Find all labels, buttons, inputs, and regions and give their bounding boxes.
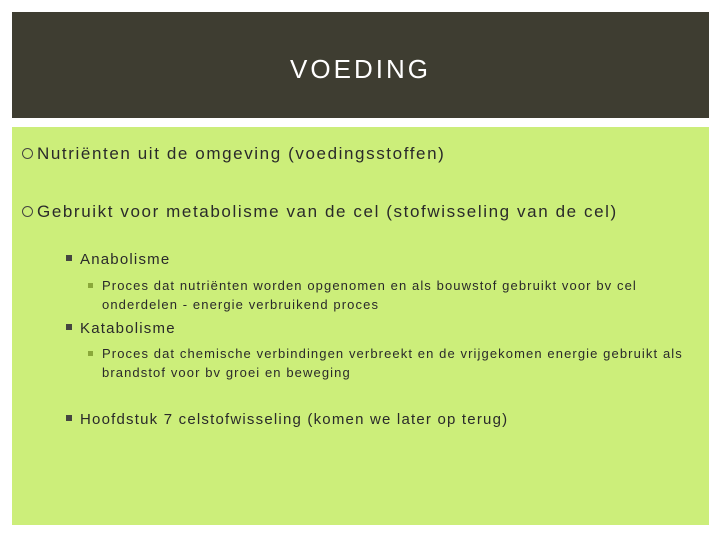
sub-bullet-katabolisme bbox=[66, 319, 176, 339]
square-bullet-icon bbox=[88, 283, 93, 288]
detail-text: Proces dat nutriënten worden opgenomen en als bouwstof gebruikt voor bv cel onderdelen - energie verbruikend proces bbox=[102, 278, 637, 312]
bullet-text: Nutriënten uit de omgeving (voedingsstoffen) bbox=[37, 144, 446, 163]
circle-bullet-icon bbox=[22, 148, 33, 159]
detail-katabolisme bbox=[88, 344, 692, 382]
bullet-text: Gebruikt voor metabolisme van de cel (stofwisseling van de cel) bbox=[37, 202, 618, 221]
bullet-nutrients bbox=[12, 142, 698, 165]
square-bullet-icon bbox=[66, 415, 72, 421]
bullet-metabolism bbox=[12, 200, 698, 223]
slide-title: VOEDING bbox=[290, 53, 431, 84]
detail-text: Proces dat chemische verbindingen verbreekt en de vrijgekomen energie gebruikt als brandstof voor bv groei en beweging bbox=[102, 346, 683, 380]
detail-anabolisme bbox=[88, 276, 692, 314]
sub-bullet-text: Katabolisme bbox=[80, 320, 176, 337]
sub-bullet-text: Anabolisme bbox=[80, 251, 171, 268]
title-bar bbox=[12, 12, 709, 118]
sub-bullet-text: Hoofdstuk 7 celstofwisseling (komen we later op terug) bbox=[80, 411, 509, 428]
content-area bbox=[12, 127, 709, 525]
sub-bullet-hoofdstuk bbox=[66, 410, 508, 430]
square-bullet-icon bbox=[66, 324, 72, 330]
sub-bullet-anabolisme bbox=[66, 250, 170, 270]
square-bullet-icon bbox=[66, 255, 72, 261]
circle-bullet-icon bbox=[22, 206, 33, 217]
square-bullet-icon bbox=[88, 351, 93, 356]
